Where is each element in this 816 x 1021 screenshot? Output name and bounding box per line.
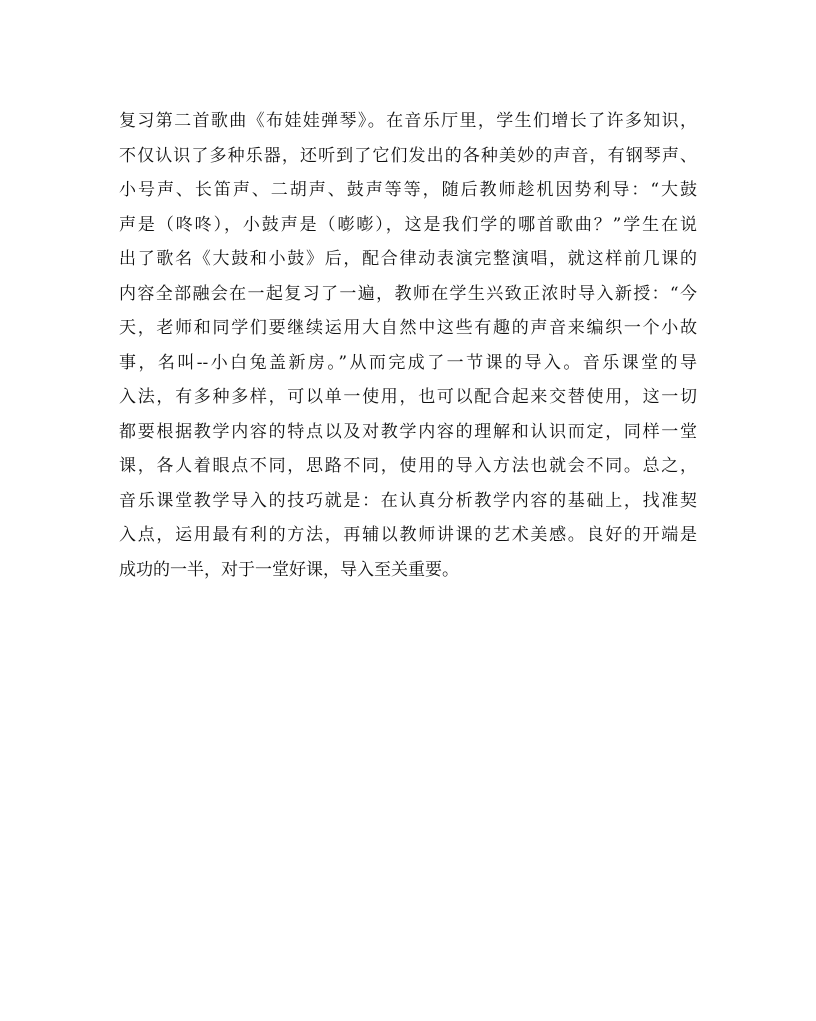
paragraph-line: 成功的一半，对于一堂好课，导入至关重要。 — [119, 559, 459, 580]
paragraph-line: 不仅认识了多种乐器，还听到了它们发出的各种美妙的声音，有钢琴声、 — [119, 145, 697, 166]
paragraph-line: 内容全部融会在一起复习了一遍，教师在学生兴致正浓时导入新授：“今 — [119, 283, 697, 304]
paragraph-line: 出了歌名《大鼓和小鼓》后，配合律动表演完整演唱，就这样前几课的 — [119, 249, 697, 269]
body-paragraph — [119, 104, 697, 587]
paragraph-line: 声是（咚咚），小鼓声是（嘭嘭），这是我们学的哪首歌曲？”学生在说 — [119, 214, 697, 235]
paragraph-line: 入法，有多种多样，可以单一使用，也可以配合起来交替使用，这一切 — [119, 387, 697, 407]
paragraph-line: 课，各人着眼点不同，思路不同，使用的导入方法也就会不同。总之， — [119, 456, 697, 476]
paragraph-line: 事，名叫--小白兔盖新房。”从而完成了一节课的导入。音乐课堂的导 — [119, 352, 697, 373]
paragraph-line: 复习第二首歌曲《布娃娃弹琴》。在音乐厅里，学生们增长了许多知识， — [119, 111, 697, 131]
paragraph-line: 音乐课堂教学导入的技巧就是：在认真分析教学内容的基础上，找准契 — [119, 490, 697, 511]
paragraph-line: 都要根据教学内容的特点以及对教学内容的理解和认识而定，同样一堂 — [119, 421, 697, 442]
paragraph-line: 天，老师和同学们要继续运用大自然中这些有趣的声音来编织一个小故 — [119, 318, 697, 338]
paragraph-line: 入点，运用最有利的方法，再辅以教师讲课的艺术美感。良好的开端是 — [119, 525, 697, 545]
paragraph-line: 小号声、长笛声、二胡声、鼓声等等，随后教师趁机因势利导：“大鼓 — [119, 180, 697, 200]
